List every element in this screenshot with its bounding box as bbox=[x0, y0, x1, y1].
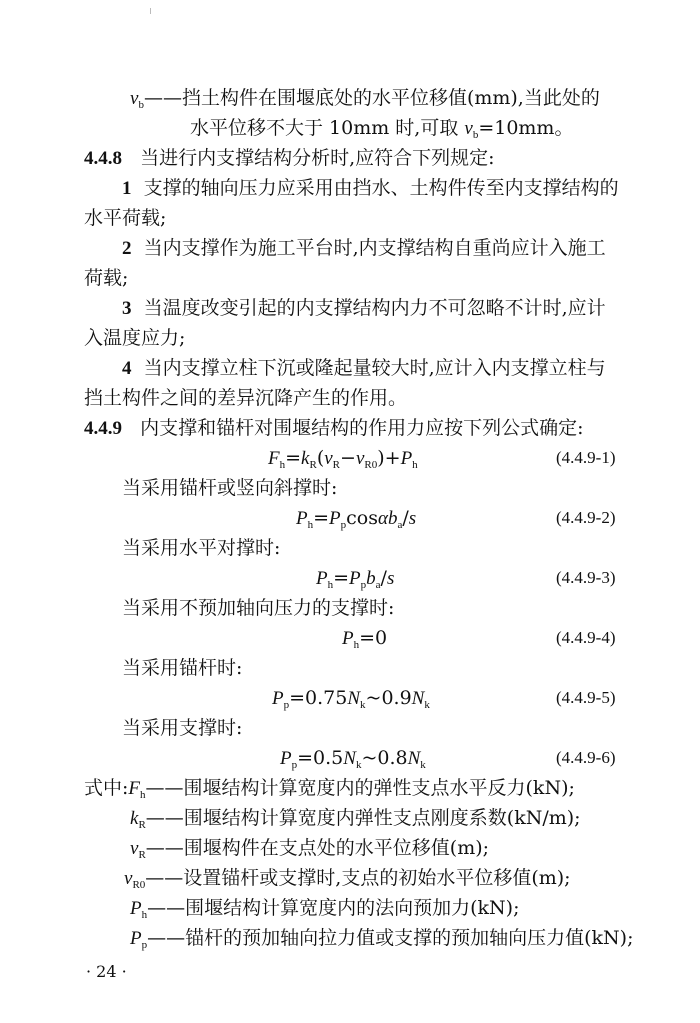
equation-number-4-4-9-2: (4.4.9-2) bbox=[556, 508, 616, 527]
definition-vb: $v_b——$挡土构件在围堰底处的水平位移值(mm),当此处的 bbox=[130, 87, 600, 111]
clause-4-4-8-item-1: 1 支撑的轴向压力应采用由挡水、土构件传至内支撑结构的 bbox=[122, 177, 619, 199]
condition-no-preload-strut: 当采用不预加轴向压力的支撑时: bbox=[122, 597, 395, 619]
equation-4-4-9-3: $P_h=P_pb_a/s$ bbox=[316, 567, 395, 591]
equation-4-4-9-6: $P_p=0.5N_k\sim 0.8N_k$ bbox=[280, 747, 426, 771]
condition-anchor: 当采用锚杆时: bbox=[122, 657, 243, 679]
clause-4-4-8-item-1-cont: 水平荷载; bbox=[84, 207, 167, 229]
equation-number-4-4-9-1: (4.4.9-1) bbox=[556, 448, 616, 467]
definition-vb-continuation: 水平位移不大于 10mm 时,可取 $v_b=10mm$。 bbox=[190, 117, 574, 141]
where-definition-Ph: $P_h——$围堰结构计算宽度内的法向预加力(kN); bbox=[130, 897, 520, 921]
where-definition-vR0: $v_{R0}——$设置锚杆或支撑时,支点的初始水平位移值(m); bbox=[124, 867, 571, 891]
condition-anchor-or-inclined-strut: 当采用锚杆或竖向斜撑时: bbox=[122, 477, 338, 499]
page-number: · 24 · bbox=[86, 962, 127, 981]
equation-number-4-4-9-6: (4.4.9-6) bbox=[556, 748, 616, 767]
clause-4-4-8-heading: 4.4.8 当进行内支撑结构分析时,应符合下列规定: bbox=[84, 147, 495, 169]
clause-4-4-8-item-2: 2 当内支撑作为施工平台时,内支撑结构自重尚应计入施工 bbox=[122, 237, 606, 259]
equation-4-4-9-1: $F_h=k_R(v_R-v_{R0})+P_h$ bbox=[268, 447, 418, 471]
where-definition-vR: $v_R——$围堰构件在支点处的水平位移值(m); bbox=[130, 837, 490, 861]
equation-4-4-9-5: $P_p=0.75N_k\sim 0.9N_k$ bbox=[272, 687, 430, 711]
condition-horizontal-strut: 当采用水平对撑时: bbox=[122, 537, 281, 559]
clause-4-4-9-heading: 4.4.9 内支撑和锚杆对围堰结构的作用力应按下列公式确定: bbox=[84, 417, 584, 439]
scan-tick-mark bbox=[150, 8, 151, 14]
clause-4-4-8-item-2-cont: 荷载; bbox=[84, 267, 129, 289]
where-definition-Fh: 式中$:F_h——$围堰结构计算宽度内的弹性支点水平反力(kN); bbox=[84, 777, 575, 801]
clause-4-4-8-item-4: 4 当内支撑立柱下沉或隆起量较大时,应计入内支撑立柱与 bbox=[122, 357, 606, 379]
equation-4-4-9-4: $P_h=0$ bbox=[342, 627, 388, 651]
equation-number-4-4-9-3: (4.4.9-3) bbox=[556, 568, 616, 587]
where-definition-kR: $k_R——$围堰结构计算宽度内弹性支点刚度系数(kN/m); bbox=[130, 807, 581, 831]
where-definition-Pp: $P_p——$锚杆的预加轴向拉力值或支撑的预加轴向压力值(kN); bbox=[130, 927, 634, 951]
equation-4-4-9-2: $P_h=P_p\cos\alpha b_a/s$ bbox=[296, 507, 417, 531]
clause-4-4-8-item-3: 3 当温度改变引起的内支撑结构内力不可忽略不计时,应计 bbox=[122, 297, 606, 319]
condition-strut: 当采用支撑时: bbox=[122, 717, 243, 739]
clause-4-4-8-item-3-cont: 入温度应力; bbox=[84, 327, 186, 349]
equation-number-4-4-9-5: (4.4.9-5) bbox=[556, 688, 616, 707]
equation-number-4-4-9-4: (4.4.9-4) bbox=[556, 628, 616, 647]
clause-4-4-8-item-4-cont: 挡土构件之间的差异沉降产生的作用。 bbox=[84, 387, 408, 409]
